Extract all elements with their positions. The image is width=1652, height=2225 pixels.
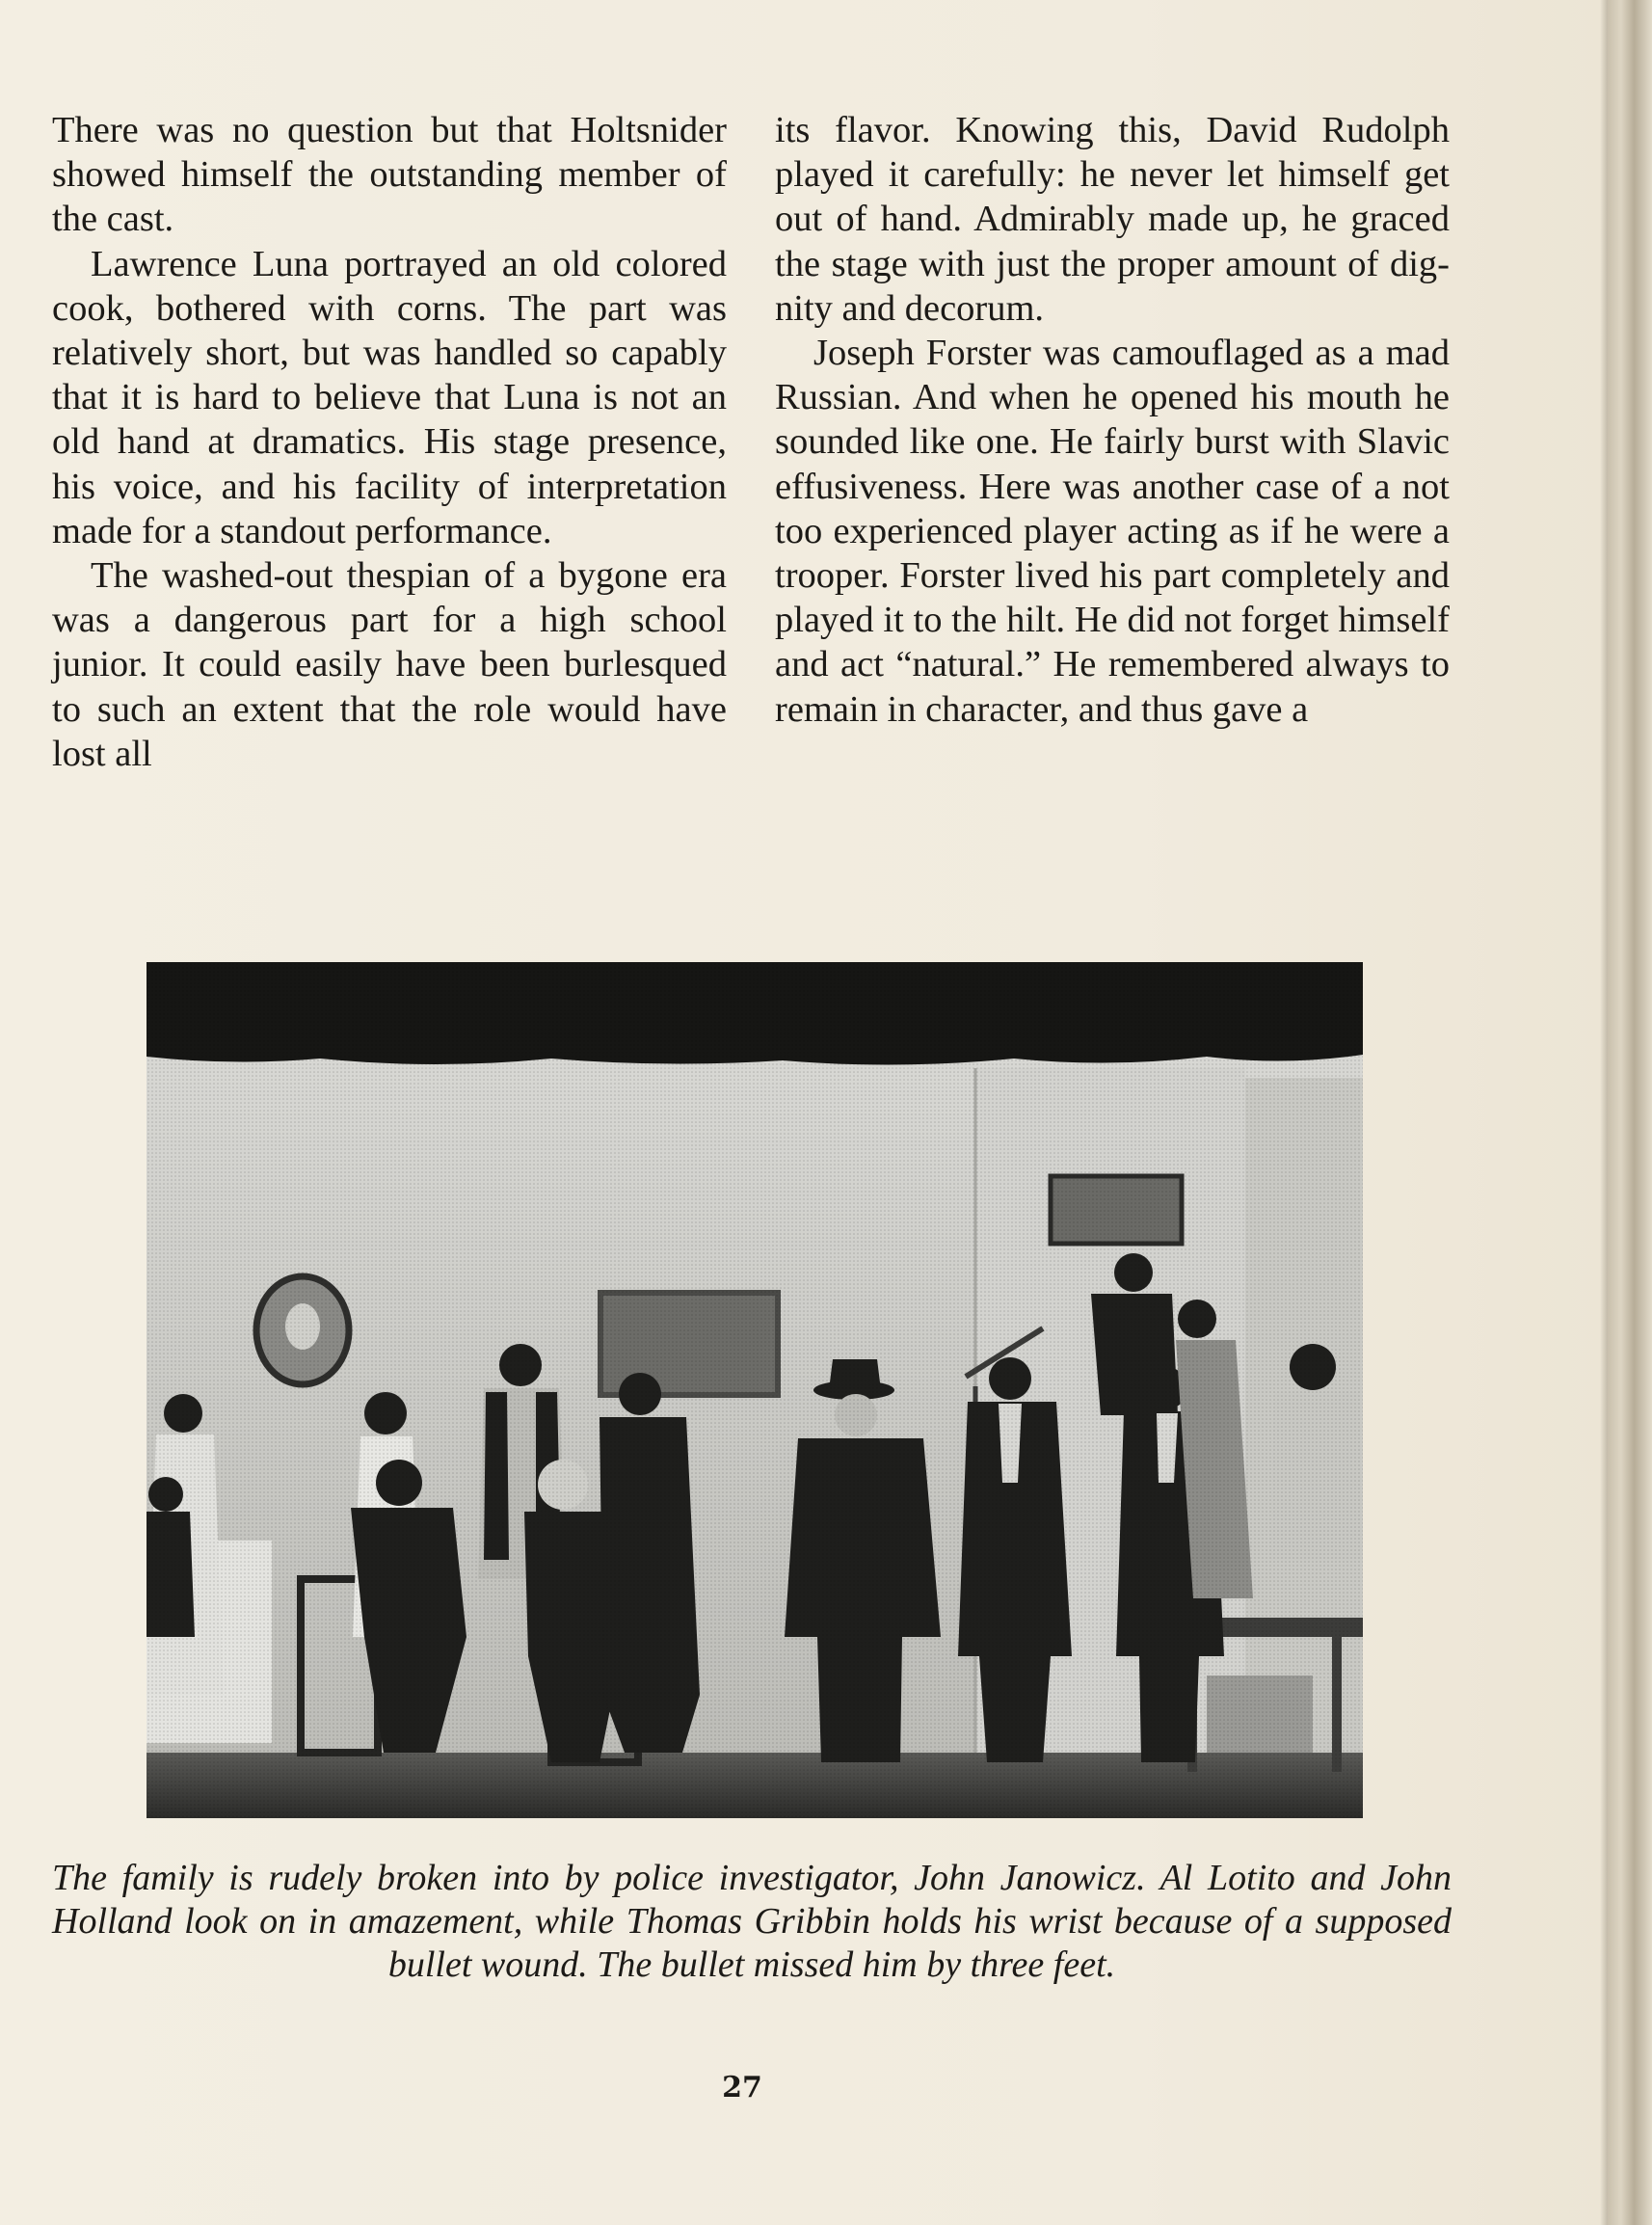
paragraph: Joseph Forster was camouflaged as a mad Russian. And when he opened his mouth he sounded like one. He fairly burst with Slavic effusiveness. Here was another case of a not too experienced player acting as if he were a trooper. Forster lived his part completely and played it to the hilt. He did not forget himself and act “natural.” He remembered always to remain in character, and thus gave a [775,333,1450,730]
paragraph: Lawrence Luna portrayed an old colored cook, bothered with corns. The part was relatively short, but was handled so capably that it is hard to believe that Luna is not an old hand at dramatics. His stage presence, his voice, and his facility of interpretation made for a standout performance. [52,243,727,551]
paragraph: The washed-out thespian of a bygone era was a dangerous part for a high school junior. It could easily have been burlesqued to such an extent that the role would have lost all [52,555,727,774]
left-text-column [52,108,727,776]
paragraph: There was no question but that Holtsnider showed himself the outstanding member of the cast. [52,110,727,240]
stage-photograph [147,962,1363,1818]
page-gutter-shadow [1600,0,1608,2225]
right-text-column [775,108,1450,732]
paragraph: its flavor. Knowing this, David Rudolph played it carefully: he never let himself get out of hand. Admirably made up, he graced the stage with just the proper amount of dignity and decorum. [775,110,1450,329]
book-spine-edge [1608,0,1652,2225]
photo-caption: The family is rudely broken into by police investigator, John Janowicz. Al Lotito and John Holland look on in amazement, while Thomas Gribbin holds his wrist because of a supposed bullet wound. The bullet missed him by three feet. [52,1858,1452,1985]
page-number: 27 [722,2071,762,2104]
